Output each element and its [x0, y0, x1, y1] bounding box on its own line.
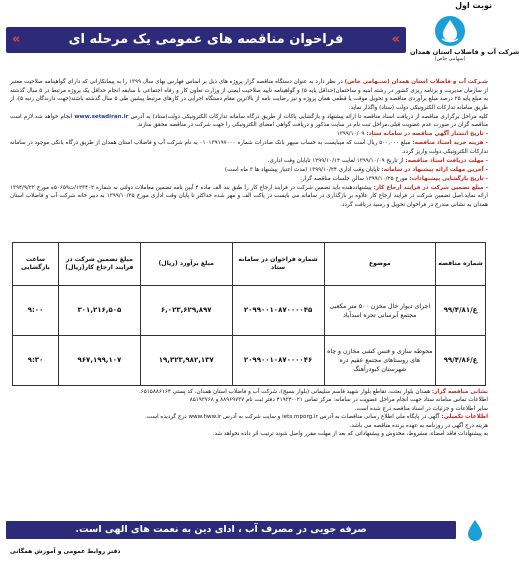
- cell-tender-no: ۹۹/۴/۸۶/ع: [436, 336, 486, 386]
- cell-opening-time: ۹:۳۰: [13, 336, 59, 386]
- table-header-row: [13, 243, 486, 286]
- note-extra-info: اطلاعات تکمیلی: آگهی در پایگاه ملی اطلاع رسانی مناقصات به آدرس iets.mporg.ir و سایت شرکت به آدرس www.hww.ir درج گردیده است.: [145, 414, 488, 421]
- detail-guarantee: - مبلغ تضمین شرکت در فرایند ارجاع کار: پیشنهاددهنده باید تضمین شرکت در فرایند ارجاع کار را طبق بند الف ماده ۴ آیین نامه تضمین معاملات دولتی به شماره ۱۲۳۴۰۲/ت۵۰۶۵۹ه مورخ ۱۳۹۴/۹/۲۲ ارائه نماید.اصل تضمین شرکت در فرایند ارجاع کار علاوه بر بارگذاری در سامانه می بایست در پاکت الف و مهر شده حداکثر تا پایان وقت اداری مورخ ۱۳۹۹/۱۰/۲۵ به دبیر خانه شرکت آب و فاضلاب استان همدان به نشانی مندرج در فراخوان تحویل و رسید دریافت گردد.: [10, 184, 489, 208]
- col-opening-time: ساعت بازگشایی: [13, 243, 59, 286]
- turn-label: نوبت اول: [455, 1, 492, 10]
- header: [0, 14, 519, 70]
- org-sub: (سهامی خاص): [434, 56, 466, 62]
- col-setad-no: شماره فراخوان در سامانه ستاد: [232, 243, 324, 286]
- title-banner: [6, 27, 406, 53]
- cell-guarantee: ۹۶۷,۱۹۹,۱۰۷: [58, 336, 140, 386]
- table-row: [13, 336, 486, 386]
- table-row: [13, 286, 486, 336]
- detail-bid-deadline: - آخرین مهلت ارائه پیشنهاد در سامانه: تاپایان وقت اداری ۱۳۹۹/۱۰/۲۴ (مدت اعتبار پیشنهاد ها ۳ ماه است): [224, 166, 488, 173]
- cell-subject: اجرای دیوار خال مخزن ۵۰۰ متر مکعبی مجتمع آبرسانی تجره اسدآباد: [324, 286, 436, 336]
- intro-paragraph-2: کلیه مراحل برگزاری مناقصه از دریافت اسناد مناقصه تا ارائه پیشنهاد و بازگشایی پاکات از طریق درگاه سامانه تدارکات الکترونیکی دولت(ستاد) به آدرس www.setadiran.ir انجام خواهد شد.لازم است مناقصه گران در صورت عدم عضویت قبلی،مراحل ثبت نام در سایت مذکور و دریافت گواهی امضای الکترونیکی را جهت شرکت در مناقصه محقق سازند.: [10, 113, 488, 128]
- col-subject: موضوع: [324, 243, 436, 286]
- col-guarantee: مبلغ تضمین شرکت در فرایند ارجاع کار(ریال): [58, 243, 140, 286]
- intro-paragraph-1: شـرکت آب و فاضلاب استان همدان (ســهامی خاص) در نظر دارد به عنوان دستگاه مناقصه گزار پروژه های ذیل بر اساس فهارس بهای سال ۱۳۹۹ را به پیمانکارانی که دارای گواهینامه صلاحیت معتبر از سازمان مدیریت و برنامه ریزی کشور در رشته ابنیه و ساختمان(حداقل پایه ۵) و گواهینامه تایید صلاحیت ایمنی از وزارت تعاون کار و رفاه اجتماعی با سابقه انجام حداقل یک پروژه مرتبط در ۵ سال گذشته به مبلغ پایه ۲۵ درصد مبلغ برآوردی مناقصه و تحویل موقت یا قطعی همان پروژه و نیز رضایت نامه از بالاترین مقام دستگاه اجرایی در کارهای مرتبط پیشین طی ۵ سال گذشته باشند(جهت دارندگان رتبه ۵)، از طریق سامانه تدارکات الکترونیکی دولت (ستاد) واگذار نماید.: [10, 79, 488, 111]
- turn-label-strip: [0, 0, 500, 14]
- water-drop-icon: [464, 519, 486, 541]
- notice-title: فراخوان مناقصه های عمومی یک مرحله ای: [68, 32, 344, 47]
- note-ad-cost: هزینه درج آگهی در روزنامه به عهده برنده مناقصه می باشد.: [349, 422, 488, 429]
- slogan: صرفه جویی در مصرف آب ، ادای دین به نعمت های الهی است.: [75, 524, 367, 535]
- cell-estimate: ۶,۰۲۳,۶۲۹,۸۹۷: [140, 286, 232, 336]
- cell-subject: محوطه سازی و فنس کشی مخازن و چاه های روستاهای مجتمع عقیم دره شهرستان کبودرآهنگ: [324, 336, 436, 386]
- intro-section: [10, 78, 488, 238]
- note-address: نشانی مناقصه گزار: همدان بلوار بعثت، تقاطع بلوار شهید قاسم سلیمانی (بلوار بسیج)، شرکت آب و فاضلاب استان همدان، کد پستی ۶۵۱۵۸۸۶۱۶۴.: [139, 389, 488, 395]
- slogan-bar: [6, 521, 456, 539]
- note-contact: اطلاعات تماس سامانه ستاد جهت انجام مراحل عضویت در سامانه: مرکز تماس ۰۲۱-۴۱۹۳۴ دفتر ثبت نام ۸۸۹۶۹۷۳۷ و ۸۵۱۹۳۷۶۸: [189, 397, 488, 404]
- detail-opening-date: - تاریخ بازگشایی پیشنهادات: مورخ ۱۳۹۹/۱۰/۲۵ سالن جلسات مناقصه گزار.: [300, 175, 488, 182]
- tender-table: [12, 242, 486, 386]
- company-name: شـرکت آب و فاضلاب استان همدان (ســهامی خاص): [344, 79, 488, 85]
- note-invalid-bids: به پیشنهادات فاقد امضاء، مشروط، مخدوش و پیشنهاداتی که بعد از مهلت مقرر واصل شوند ترتیب اثر داده نخواهد شد.: [212, 431, 488, 438]
- cell-setad-no: ۲۰۹۹۰۰۱۰۸۷۰۰۰۰۴۶: [232, 336, 324, 386]
- notes-section: [10, 388, 488, 512]
- org-name: شرکت آب و فاضلاب استان همدان: [410, 48, 519, 56]
- detail-document-deadline: - مهلت دریافت اسناد مناقصه: از تاریخ ۱۳۹۹/۱۰/۰۹ لغایت ۱۳۹۹/۱۰/۱۴ تاپایان وقت اداری.: [267, 157, 488, 164]
- footer-bar: [0, 518, 500, 544]
- col-tender-no: شماره مناقصه: [436, 243, 486, 286]
- col-estimate: مبلغ برآورد (ریال): [140, 243, 232, 286]
- note-other-info: سایر اطلاعات و جزئیات در اسناد مناقصه درج شده است.: [354, 405, 488, 412]
- detail-document-fee: - هزینه خرید اسناد مناقصه: مبلغ ۵۰۰,۰۰۰ ریال است که میبایست به حساب سپهر بانک صادرات شماره ۰۱۰۱۳۹۱۹۷۰۰۰ به نام شرکت آب و فاضلاب استان همدان از طریق درگاه بانکی موجود در سامانه تدارکات الکترونیکی دولت واریز گردد.: [10, 140, 488, 155]
- cell-opening-time: ۹:۰۰: [13, 286, 59, 336]
- company-logo: [410, 14, 519, 70]
- chevron-left-icon: «: [12, 32, 21, 47]
- detail-publish-date: - تاریخ انتشار آگهی مناقصه در سامانه ستاد: ۱۳۹۹/۱۰/۰۹: [336, 131, 488, 137]
- pr-office: دفتر روابط عمومی و آموزش همگانی: [10, 548, 121, 555]
- cell-guarantee: ۳۰۱,۲۱۶,۵۰۵: [58, 286, 140, 336]
- water-drop-logo-icon: [433, 14, 467, 48]
- cell-estimate: ۱۹,۳۲۳,۹۸۲,۱۳۷: [140, 336, 232, 386]
- setad-link[interactable]: www.setadiran.ir: [74, 113, 129, 120]
- cell-tender-no: ۹۹/۴/۸۱/ع: [436, 286, 486, 336]
- cell-setad-no: ۲۰۹۹۰۰۱۰۸۷۰۰۰۰۴۵: [232, 286, 324, 336]
- chevron-right-icon: «: [391, 32, 400, 47]
